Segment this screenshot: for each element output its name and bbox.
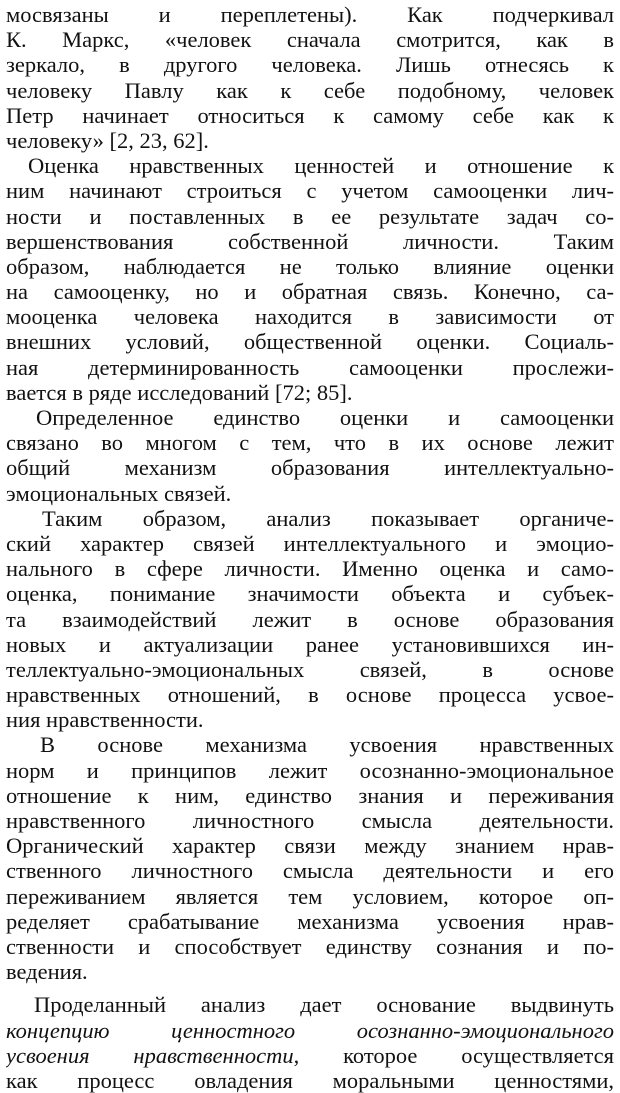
text-line: ский характер связей интеллектуального и эмоцио- xyxy=(6,530,614,556)
text-line xyxy=(6,1043,614,1068)
text-line: ределяет срабатывание механизма усвоения нрав- xyxy=(6,908,614,934)
text-line: зеркало, в другого человека. Лишь отнесясь к xyxy=(6,52,614,78)
text-line: переживанием является тем условием, которое оп- xyxy=(6,883,614,909)
text-line: Петр начинает относиться к самому себе как к xyxy=(6,102,614,128)
text-line: как процесс овладения моральными ценностями, xyxy=(6,1067,614,1093)
text-line: вается в ряде исследований [72; 85]. xyxy=(6,379,353,405)
text-line: нравственного личностного смысла деятельности. xyxy=(6,808,614,833)
text-fragment: , которое осуществляется xyxy=(293,1042,614,1068)
text-line: нального в сфере личности. Именно оценка и само- xyxy=(6,556,614,582)
text-line: на самооценку, но и обратная связь. Конечно, са- xyxy=(6,279,614,305)
text-line: Проделанный анализ дает основание выдвинуть xyxy=(34,992,614,1018)
text-line: теллектуально-эмоциональных связей, в основе xyxy=(6,656,614,682)
italic-text-line: концепцию ценностного осознанно-эмоционального xyxy=(6,1017,614,1043)
text-line: отношение к ним, единство знания и переживания xyxy=(6,782,614,808)
text-line: новых и актуализации ранее установившихся ин- xyxy=(6,631,614,657)
text-line: Таким образом, анализ показывает органиче- xyxy=(42,505,614,531)
text-line: ним начинают строиться с учетом самооценки лич- xyxy=(6,178,614,204)
text-line: нравственных отношений, в основе процесса усвое- xyxy=(6,682,614,708)
text-line: та взаимодействий лежит в основе образования xyxy=(6,606,614,632)
document-page xyxy=(6,2,614,1093)
paragraph xyxy=(6,506,614,733)
text-line: ности и поставленных в ее результате задач со- xyxy=(6,203,614,229)
text-line: К. Маркс, «человек сначала смотрится, как в xyxy=(6,27,614,53)
text-line: ная детерминированность самооценки прослежи- xyxy=(6,354,614,380)
text-line: ственного личностного смысла деятельности и его xyxy=(6,858,614,884)
text-line: образом, наблюдается не только влияние оценки xyxy=(6,253,614,279)
text-line: внешних условий, общественной оценки. Социаль- xyxy=(6,329,614,355)
text-line: ведения. xyxy=(6,959,88,985)
text-line: мооценка человека находится в зависимости от xyxy=(6,304,614,330)
text-line: общий механизм образования интеллектуально- xyxy=(6,455,614,481)
paragraph xyxy=(6,153,614,405)
text-line: связано во многом с тем, что в их основе лежит xyxy=(6,430,614,456)
paragraph xyxy=(6,405,614,506)
text-line: мосвязаны и переплетены). Как подчеркивал xyxy=(6,2,614,27)
text-line: оценка, понимание значимости объекта и субъек- xyxy=(6,581,614,607)
text-line: Определенное единство оценки и самооценки xyxy=(36,405,614,430)
text-line: эмоциональных связей. xyxy=(6,480,232,506)
text-line: человеку Павлу как к себе подобному, человек xyxy=(6,77,614,103)
paragraph xyxy=(6,992,614,1093)
text-line: В основе механизма усвоения нравственных xyxy=(40,732,614,758)
text-line: ственности и способствует единству сознания и по- xyxy=(6,933,614,959)
text-line: человеку» [2, 23, 62]. xyxy=(6,127,209,153)
text-line: вершенствования собственной личности. Таким xyxy=(6,228,614,254)
italic-phrase: усвоения нравственности xyxy=(6,1042,294,1068)
paragraph xyxy=(6,732,614,984)
text-line: Оценка нравственных ценностей и отношение к xyxy=(28,153,614,179)
text-line: Органический характер связи между знанием нрав- xyxy=(6,833,614,859)
text-line: норм и принципов лежит осознанно-эмоциональное xyxy=(6,757,614,783)
paragraph xyxy=(6,2,614,153)
text-line: ния нравственности. xyxy=(6,707,204,733)
